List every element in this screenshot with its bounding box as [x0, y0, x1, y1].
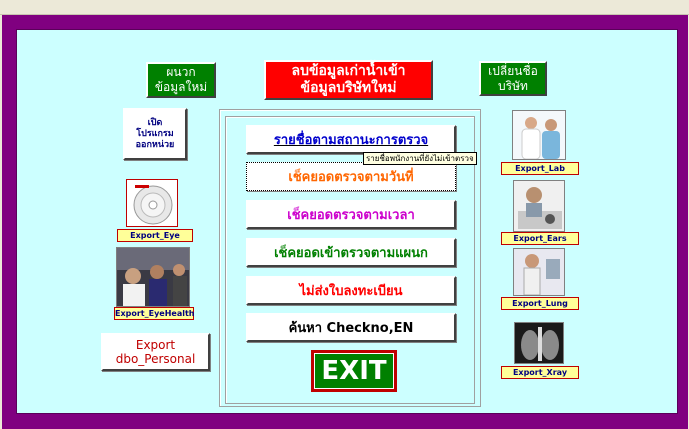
open-program-button[interactable] [123, 108, 187, 160]
menu-check-by-date-label: เช็คยอดตรวจตามวันที่ [288, 170, 414, 185]
lung-photo[interactable] [513, 248, 565, 296]
eye-test-image[interactable] [126, 179, 178, 227]
delete-old-data-button[interactable] [264, 60, 433, 100]
export-lab-button[interactable]: Export_Lab [501, 162, 579, 175]
lab-doctor-icon [513, 111, 566, 160]
menu-search-checkno-button[interactable] [246, 313, 456, 342]
export-personal-button[interactable] [101, 333, 210, 371]
export-eye-button[interactable]: Export_Eye [117, 229, 193, 242]
menu-no-registration-label: ไม่ส่งใบลงทะเบียน [299, 284, 403, 299]
menu-status-list-label: รายชื่อตามสถานะการตรวจ [273, 133, 429, 148]
lung-test-icon [514, 249, 565, 296]
export-personal-line1: Export [135, 338, 176, 352]
menu-search-checkno-label: ค้นหา Checkno,EN [288, 321, 414, 336]
menu-check-by-department-button[interactable] [246, 238, 456, 267]
menu-no-registration-button[interactable] [246, 276, 456, 305]
tooltip: รายชื่อพนักงานที่ยังไม่เข้าตรวจ [363, 152, 477, 165]
export-eyehealth-button[interactable]: Export_EyeHealth [115, 309, 195, 318]
xray-photo[interactable] [514, 322, 564, 364]
eye-exam-photo-icon [117, 248, 190, 307]
add-new-line1: ผนวก [166, 65, 196, 79]
open-program-line1: เปิด [147, 117, 163, 128]
eyehealth-photo[interactable] [116, 247, 190, 307]
exit-button[interactable]: EXIT [311, 350, 397, 392]
rename-company-line2: บริษัท [498, 78, 528, 93]
export-ears-button[interactable]: Export_Ears [501, 232, 579, 245]
export-xray-button[interactable]: Export_Xray [501, 366, 579, 379]
cd-disc-icon [127, 180, 178, 227]
menu-check-by-date-button[interactable] [246, 162, 456, 191]
menu-check-by-department-label: เช็คยอดเข้าตรวจตามแผนก [274, 246, 428, 261]
open-program-line2: โปรแกรม [136, 128, 174, 139]
rename-company-line1: เปลี่ยนชื่อ [488, 63, 538, 78]
chest-xray-icon [515, 323, 564, 364]
export-personal-line2: dbo_Personal [115, 352, 196, 366]
menu-check-by-time-button[interactable] [246, 200, 456, 229]
delete-old-line1: ลบข้อมูลเก่าน้ำเข้า [291, 63, 406, 79]
add-new-line2: ข้อมูลใหม่ [154, 80, 208, 94]
rename-company-button[interactable] [479, 61, 547, 96]
hearing-test-icon [514, 181, 565, 232]
open-program-line3: ออกหน่วย [135, 139, 175, 150]
lab-photo[interactable] [512, 110, 566, 160]
add-new-data-button[interactable] [146, 62, 216, 98]
menu-check-by-time-label: เช็คยอดตรวจตามเวลา [287, 208, 415, 223]
menu-status-list-button[interactable] [246, 125, 456, 154]
window-top-bar [0, 0, 689, 15]
export-lung-button[interactable]: Export_Lung [501, 297, 579, 310]
delete-old-line2: ข้อมูลบริษัทใหม่ [300, 80, 397, 96]
ears-photo[interactable] [513, 180, 565, 232]
